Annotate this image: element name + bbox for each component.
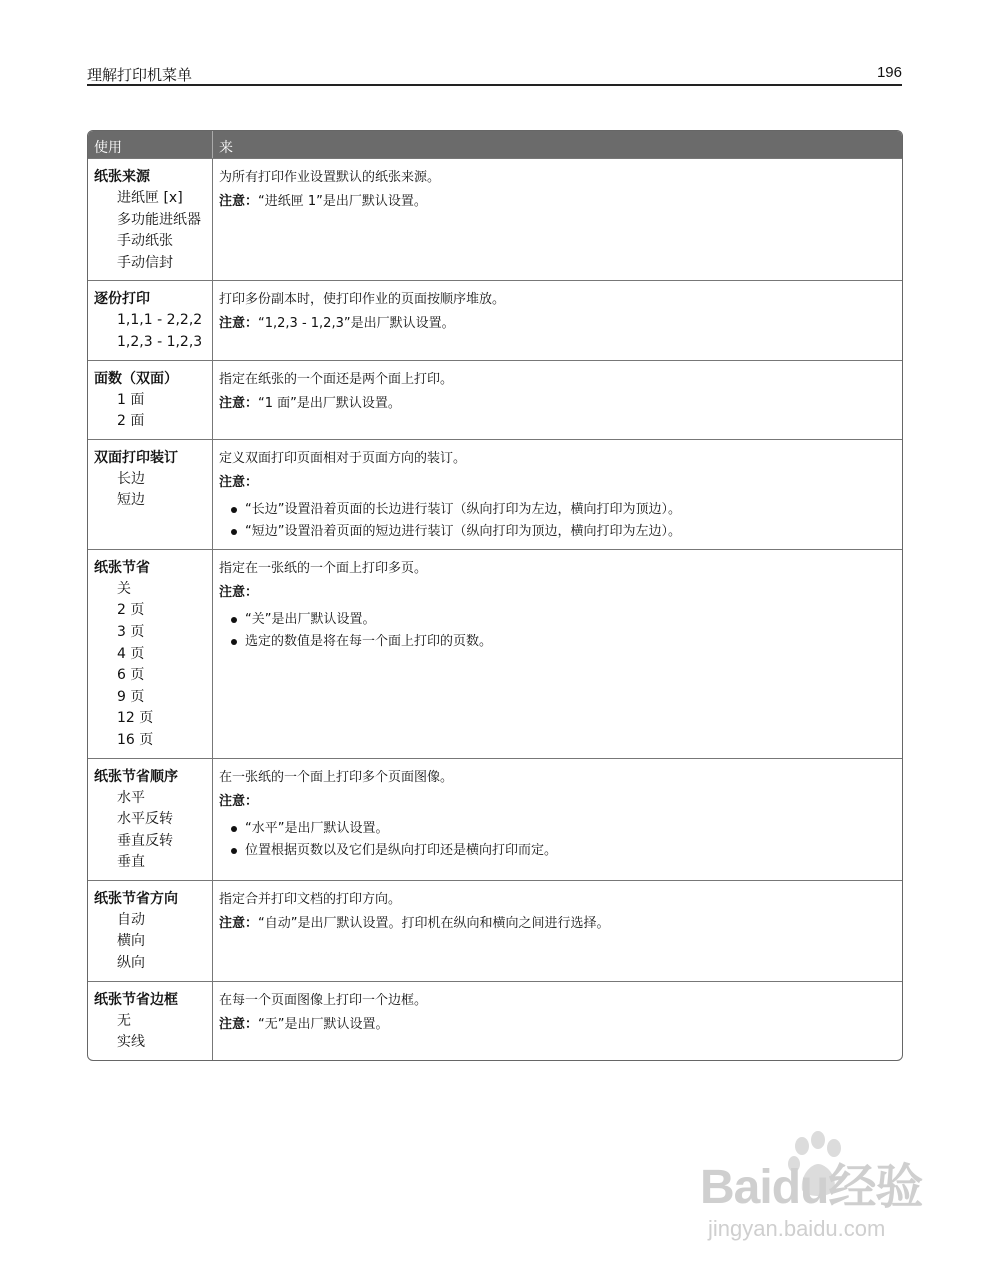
note-bullet: “长边”设置沿着页面的长边进行装订（纵向打印为左边，横向打印为顶边）。 [219, 499, 902, 521]
menu-option: 6 页 [117, 667, 145, 684]
description-text: 打印多份副本时，使打印作业的页面按顺序堆放。 [219, 292, 506, 308]
menu-option: 3 页 [117, 623, 145, 640]
description-cell [213, 440, 902, 549]
menu-option: 进纸匣 [x] [117, 190, 183, 206]
menu-option: 2 面 [117, 413, 145, 430]
table-row [88, 981, 902, 1060]
menu-item-title: 纸张节省顺序 [94, 768, 178, 785]
description-cell [213, 759, 902, 880]
menu-option: 横向 [117, 933, 145, 950]
note [219, 913, 902, 934]
table-row [88, 360, 902, 439]
menu-item-title: 纸张节省方向 [94, 890, 178, 907]
table-row [88, 158, 902, 280]
note-bullet: “关”是出厂默认设置。 [219, 609, 902, 631]
description-cell [213, 881, 902, 981]
menu-item-title: 逐份打印 [94, 291, 150, 308]
menu-option: 水平 [117, 789, 145, 806]
menu-table [87, 130, 903, 1061]
note-bullet: “水平”是出厂默认设置。 [219, 818, 902, 840]
note-label: 注意： [219, 793, 259, 809]
menu-item-title: 纸张节省 [94, 559, 150, 576]
note-text: “无”是出厂默认设置。 [258, 1016, 389, 1032]
menu-option: 4 页 [117, 645, 145, 662]
menu-option: 垂直反转 [117, 832, 173, 849]
note-text: “1,2,3 - 1,2,3”是出厂默认设置。 [258, 316, 455, 332]
menu-cell [88, 982, 213, 1060]
table-body [88, 158, 902, 1060]
note [219, 1014, 902, 1035]
menu-option: 实线 [117, 1034, 145, 1051]
description-text: 指定在纸张的一个面还是两个面上打印。 [219, 371, 454, 387]
menu-option: 关 [117, 580, 131, 597]
note [219, 582, 902, 603]
menu-option: 12 页 [117, 710, 154, 727]
description-text: 在一张纸的一个面上打印多个页面图像。 [219, 769, 454, 785]
table-header [88, 131, 902, 158]
menu-option: 无 [117, 1012, 131, 1029]
note [219, 393, 902, 414]
column-header-use: 使用 [88, 131, 213, 158]
menu-item-title: 纸张节省边框 [94, 991, 178, 1008]
note-bullet: 选定的数值是将在每一个面上打印的页数。 [219, 631, 902, 653]
description-cell [213, 982, 902, 1060]
note-bullet-list [219, 818, 902, 862]
note-label: 注意： [219, 1016, 259, 1032]
menu-option: 2 页 [117, 602, 145, 619]
menu-cell [88, 881, 213, 981]
note [219, 472, 902, 493]
description-text: 定义双面打印页面相对于页面方向的装订。 [219, 450, 467, 466]
menu-option: 1 面 [117, 391, 145, 408]
note [219, 191, 902, 212]
page-number: 196 [876, 64, 902, 81]
note-label: 注意： [219, 316, 259, 332]
description-cell [213, 159, 902, 280]
menu-cell [88, 759, 213, 880]
menu-option: 9 页 [117, 688, 145, 705]
note-bullet-list [219, 609, 902, 653]
watermark-url: jingyan.baidu.com [708, 1216, 886, 1241]
note-bullet-list [219, 499, 902, 543]
menu-option: 长边 [117, 470, 145, 487]
note [219, 791, 902, 812]
note-text: “自动”是出厂默认设置。打印机在纵向和横向之间进行选择。 [258, 915, 610, 931]
menu-option: 手动纸张 [117, 233, 173, 250]
description-text: 在每一个页面图像上打印一个边框。 [219, 992, 428, 1008]
menu-option: 自动 [117, 911, 145, 928]
menu-item-title: 纸张来源 [94, 169, 150, 185]
description-text: 为所有打印作业设置默认的纸张来源。 [219, 170, 441, 185]
table-row [88, 549, 902, 758]
note-label: 注意： [219, 584, 259, 600]
menu-option: 水平反转 [117, 811, 173, 828]
menu-option: 手动信封 [117, 254, 173, 271]
menu-option: 垂直 [117, 854, 145, 871]
note [219, 313, 902, 334]
menu-option: 多功能进纸器 [117, 211, 201, 228]
baidu-watermark [700, 1130, 940, 1250]
description-cell [213, 550, 902, 758]
note-label: 注意： [219, 915, 259, 931]
table-row [88, 280, 902, 359]
note-label: 注意： [219, 474, 259, 490]
menu-cell [88, 550, 213, 758]
menu-option: 16 页 [117, 731, 154, 748]
menu-cell [88, 281, 213, 359]
table-row [88, 758, 902, 880]
note-label: 注意： [219, 194, 259, 209]
description-text: 指定合并打印文档的打印方向。 [219, 891, 402, 907]
menu-option: 纵向 [117, 955, 145, 972]
header-title: 理解打印机菜单 [87, 66, 193, 84]
column-header-to: 来 [219, 140, 233, 156]
table-row [88, 439, 902, 549]
note-bullet: 位置根据页数以及它们是纵向打印还是横向打印而定。 [219, 840, 902, 862]
menu-option: 短边 [117, 492, 145, 509]
menu-cell [88, 440, 213, 549]
page-header [87, 64, 902, 86]
menu-cell [88, 361, 213, 439]
note-bullet: “短边”设置沿着页面的短边进行装订（纵向打印为顶边，横向打印为左边）。 [219, 521, 902, 543]
table-row [88, 880, 902, 981]
watermark-brand: Baidu经验 [700, 1161, 923, 1214]
menu-option: 1,2,3 - 1,2,3 [117, 333, 203, 350]
menu-item-title: 双面打印装订 [94, 449, 178, 466]
note-text: “进纸匣 1”是出厂默认设置。 [258, 194, 427, 209]
menu-item-title: 面数（双面） [94, 370, 178, 387]
note-label: 注意： [219, 395, 259, 411]
menu-cell [88, 159, 213, 280]
description-text: 指定在一张纸的一个面上打印多页。 [219, 560, 428, 576]
description-cell [213, 361, 902, 439]
description-cell [213, 281, 902, 359]
menu-option: 1,1,1 - 2,2,2 [117, 312, 203, 329]
note-text: “1 面”是出厂默认设置。 [258, 395, 401, 411]
